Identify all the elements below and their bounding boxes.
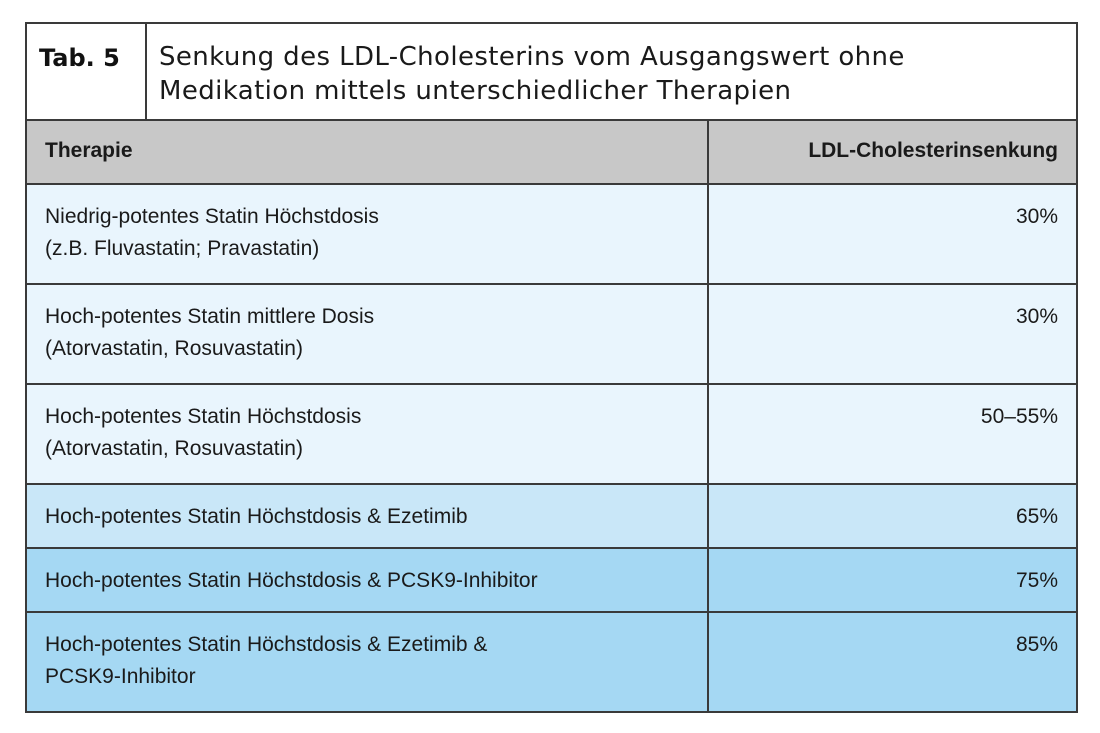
table-row bbox=[27, 613, 1076, 711]
therapy-text-line: Hoch-potentes Statin Höchstdosis bbox=[45, 405, 362, 428]
table-title-line-1: Senkung des LDL-Cholesterins vom Ausgangswert ohne bbox=[159, 42, 905, 72]
ldl-reduction-value: 30% bbox=[1015, 305, 1058, 328]
therapy-cell bbox=[27, 485, 709, 547]
therapy-cell bbox=[27, 613, 709, 711]
table-body bbox=[27, 185, 1076, 711]
column-header-therapy: Therapie bbox=[27, 121, 709, 183]
therapy-text-line: (z.B. Fluvastatin; Pravastatin) bbox=[45, 237, 320, 260]
therapy-text-line: Hoch-potentes Statin Höchstdosis & PCSK9-Inhibitor bbox=[45, 569, 538, 592]
therapy-cell bbox=[27, 385, 709, 483]
table-title-line-2: Medikation mittels unterschiedlicher Therapien bbox=[159, 76, 792, 106]
table-caption bbox=[27, 24, 1076, 121]
therapy-cell bbox=[27, 549, 709, 611]
table-row bbox=[27, 549, 1076, 613]
therapy-text-line: (Atorvastatin, Rosuvastatin) bbox=[45, 437, 303, 460]
therapy-text-line: Hoch-potentes Statin Höchstdosis & Ezetimib bbox=[45, 505, 468, 528]
therapy-text-line: Hoch-potentes Statin Höchstdosis & Ezetimib & bbox=[45, 633, 488, 656]
ldl-reduction-value: 85% bbox=[1015, 633, 1058, 656]
table-number: Tab. 5 bbox=[27, 24, 147, 119]
therapy-text-line: (Atorvastatin, Rosuvastatin) bbox=[45, 337, 303, 360]
ldl-reduction-value: 65% bbox=[1015, 505, 1058, 528]
column-header-ldl-reduction: LDL-Cholesterinsenkung bbox=[808, 139, 1058, 162]
table-header bbox=[27, 121, 1076, 185]
ldl-reduction-value: 75% bbox=[1015, 569, 1058, 592]
therapy-text-line: PCSK9-Inhibitor bbox=[45, 665, 196, 688]
table-row bbox=[27, 185, 1076, 285]
therapy-cell bbox=[27, 185, 709, 283]
table-title bbox=[147, 24, 1076, 119]
ldl-reduction-value: 30% bbox=[1015, 205, 1058, 228]
therapy-cell bbox=[27, 285, 709, 383]
therapy-table bbox=[25, 22, 1078, 713]
table-row bbox=[27, 485, 1076, 549]
ldl-reduction-value: 50–55% bbox=[980, 405, 1058, 428]
table-row bbox=[27, 285, 1076, 385]
therapy-text-line: Hoch-potentes Statin mittlere Dosis bbox=[45, 305, 375, 328]
therapy-text-line: Niedrig-potentes Statin Höchstdosis bbox=[45, 205, 379, 228]
table-row bbox=[27, 385, 1076, 485]
